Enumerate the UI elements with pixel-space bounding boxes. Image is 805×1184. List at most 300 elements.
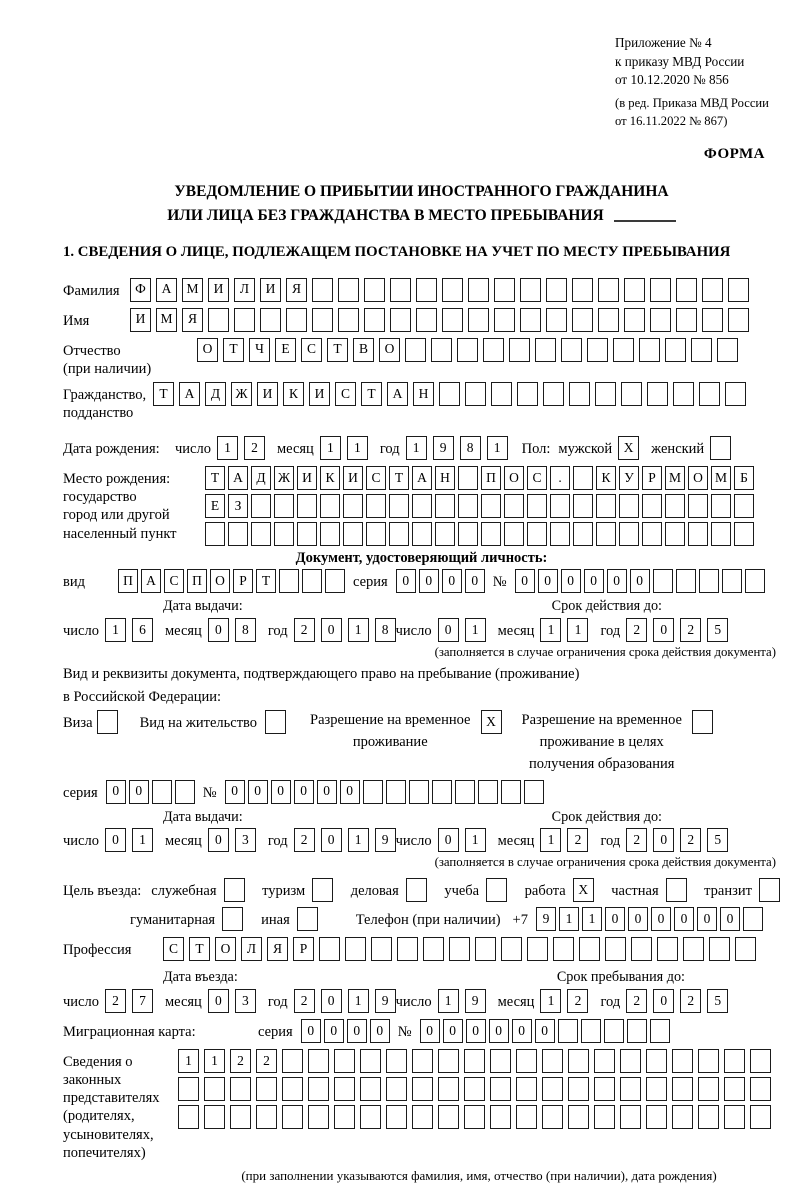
char-cell[interactable]: О xyxy=(197,338,218,362)
char-cell[interactable] xyxy=(286,308,307,332)
char-cell[interactable] xyxy=(363,780,383,804)
char-cell[interactable]: И xyxy=(260,278,281,302)
char-cell[interactable] xyxy=(412,1077,433,1101)
char-cell[interactable]: 0 xyxy=(248,780,268,804)
char-cell[interactable]: Т xyxy=(327,338,348,362)
char-cell[interactable] xyxy=(624,278,645,302)
char-cell[interactable]: Р xyxy=(642,466,662,490)
char-cell[interactable] xyxy=(673,382,694,406)
purpose-checkbox[interactable] xyxy=(222,907,243,931)
char-cell[interactable] xyxy=(558,1019,578,1043)
char-cell[interactable] xyxy=(702,308,723,332)
char-cell[interactable] xyxy=(308,1105,329,1129)
char-cell[interactable] xyxy=(527,522,547,546)
visa-checkbox[interactable] xyxy=(97,710,118,734)
char-cell[interactable]: 8 xyxy=(375,618,396,642)
char-cell[interactable] xyxy=(542,1105,563,1129)
char-cell[interactable] xyxy=(542,1077,563,1101)
char-cell[interactable] xyxy=(468,308,489,332)
char-cell[interactable] xyxy=(665,522,685,546)
char-cell[interactable]: 1 xyxy=(320,436,341,460)
char-cell[interactable]: 5 xyxy=(707,828,728,852)
char-cell[interactable] xyxy=(432,780,452,804)
char-cell[interactable]: 1 xyxy=(217,436,238,460)
char-cell[interactable]: 0 xyxy=(396,569,416,593)
char-cell[interactable] xyxy=(717,338,738,362)
char-cell[interactable] xyxy=(594,1077,615,1101)
char-cell[interactable] xyxy=(724,1077,745,1101)
char-cell[interactable] xyxy=(672,1105,693,1129)
char-cell[interactable] xyxy=(619,494,639,518)
char-cell[interactable]: 9 xyxy=(465,989,486,1013)
char-cell[interactable]: Е xyxy=(205,494,225,518)
char-cell[interactable] xyxy=(688,494,708,518)
char-cell[interactable]: 2 xyxy=(294,618,315,642)
char-cell[interactable] xyxy=(605,937,626,961)
char-cell[interactable]: 2 xyxy=(680,989,701,1013)
sex-female-checkbox[interactable] xyxy=(710,436,731,460)
char-cell[interactable] xyxy=(520,278,541,302)
char-cell[interactable] xyxy=(204,1105,225,1129)
char-cell[interactable] xyxy=(279,569,299,593)
char-cell[interactable]: 0 xyxy=(535,1019,555,1043)
char-cell[interactable] xyxy=(345,937,366,961)
char-cell[interactable]: 1 xyxy=(540,989,561,1013)
char-cell[interactable]: 9 xyxy=(536,907,556,931)
char-cell[interactable] xyxy=(595,382,616,406)
char-cell[interactable]: . xyxy=(550,466,570,490)
purpose-checkbox[interactable] xyxy=(759,878,780,902)
char-cell[interactable]: М xyxy=(182,278,203,302)
char-cell[interactable]: 2 xyxy=(626,828,647,852)
char-cell[interactable] xyxy=(490,1049,511,1073)
char-cell[interactable] xyxy=(490,1077,511,1101)
char-cell[interactable]: 1 xyxy=(348,618,369,642)
char-cell[interactable]: 0 xyxy=(674,907,694,931)
char-cell[interactable]: 0 xyxy=(443,1019,463,1043)
char-cell[interactable] xyxy=(234,308,255,332)
char-cell[interactable]: 0 xyxy=(317,780,337,804)
char-cell[interactable] xyxy=(360,1077,381,1101)
char-cell[interactable] xyxy=(442,278,463,302)
char-cell[interactable] xyxy=(653,569,673,593)
char-cell[interactable]: 2 xyxy=(294,828,315,852)
char-cell[interactable] xyxy=(251,494,271,518)
char-cell[interactable]: 1 xyxy=(540,828,561,852)
char-cell[interactable]: 0 xyxy=(420,1019,440,1043)
char-cell[interactable] xyxy=(390,308,411,332)
char-cell[interactable] xyxy=(711,494,731,518)
char-cell[interactable]: 0 xyxy=(208,618,229,642)
char-cell[interactable]: Ф xyxy=(130,278,151,302)
char-cell[interactable]: М xyxy=(665,466,685,490)
char-cell[interactable] xyxy=(650,1019,670,1043)
char-cell[interactable]: 1 xyxy=(465,828,486,852)
char-cell[interactable]: Я xyxy=(286,278,307,302)
char-cell[interactable]: 0 xyxy=(294,780,314,804)
char-cell[interactable] xyxy=(297,494,317,518)
residence-permit-checkbox[interactable] xyxy=(265,710,286,734)
char-cell[interactable] xyxy=(205,522,225,546)
char-cell[interactable] xyxy=(312,278,333,302)
char-cell[interactable]: Л xyxy=(241,937,262,961)
char-cell[interactable] xyxy=(535,338,556,362)
char-cell[interactable] xyxy=(750,1049,771,1073)
char-cell[interactable] xyxy=(639,338,660,362)
char-cell[interactable]: 0 xyxy=(321,618,342,642)
char-cell[interactable]: 1 xyxy=(567,618,588,642)
char-cell[interactable] xyxy=(364,308,385,332)
char-cell[interactable]: А xyxy=(228,466,248,490)
char-cell[interactable] xyxy=(230,1077,251,1101)
char-cell[interactable] xyxy=(178,1077,199,1101)
char-cell[interactable] xyxy=(750,1077,771,1101)
char-cell[interactable]: 0 xyxy=(607,569,627,593)
char-cell[interactable] xyxy=(568,1105,589,1129)
char-cell[interactable] xyxy=(334,1105,355,1129)
char-cell[interactable]: П xyxy=(187,569,207,593)
char-cell[interactable]: 0 xyxy=(347,1019,367,1043)
char-cell[interactable]: 3 xyxy=(235,989,256,1013)
char-cell[interactable] xyxy=(302,569,322,593)
char-cell[interactable] xyxy=(274,494,294,518)
char-cell[interactable]: 0 xyxy=(225,780,245,804)
char-cell[interactable] xyxy=(613,338,634,362)
char-cell[interactable]: Ж xyxy=(231,382,252,406)
char-cell[interactable] xyxy=(386,780,406,804)
char-cell[interactable] xyxy=(389,522,409,546)
char-cell[interactable]: Т xyxy=(389,466,409,490)
char-cell[interactable]: 2 xyxy=(244,436,265,460)
char-cell[interactable] xyxy=(728,278,749,302)
char-cell[interactable]: М xyxy=(156,308,177,332)
char-cell[interactable] xyxy=(230,1105,251,1129)
char-cell[interactable]: 0 xyxy=(370,1019,390,1043)
char-cell[interactable] xyxy=(501,780,521,804)
char-cell[interactable] xyxy=(334,1077,355,1101)
char-cell[interactable]: 1 xyxy=(438,989,459,1013)
char-cell[interactable] xyxy=(431,338,452,362)
char-cell[interactable] xyxy=(711,522,731,546)
char-cell[interactable]: 5 xyxy=(707,618,728,642)
char-cell[interactable]: Т xyxy=(361,382,382,406)
char-cell[interactable] xyxy=(483,338,504,362)
char-cell[interactable] xyxy=(596,522,616,546)
char-cell[interactable] xyxy=(338,308,359,332)
char-cell[interactable] xyxy=(152,780,172,804)
char-cell[interactable] xyxy=(389,494,409,518)
char-cell[interactable] xyxy=(702,278,723,302)
char-cell[interactable] xyxy=(587,338,608,362)
char-cell[interactable] xyxy=(543,382,564,406)
char-cell[interactable] xyxy=(598,278,619,302)
char-cell[interactable]: 1 xyxy=(132,828,153,852)
char-cell[interactable] xyxy=(475,937,496,961)
char-cell[interactable] xyxy=(308,1077,329,1101)
char-cell[interactable] xyxy=(561,338,582,362)
char-cell[interactable]: 9 xyxy=(433,436,454,460)
char-cell[interactable] xyxy=(572,278,593,302)
char-cell[interactable] xyxy=(386,1077,407,1101)
char-cell[interactable] xyxy=(594,1105,615,1129)
char-cell[interactable]: 1 xyxy=(582,907,602,931)
char-cell[interactable] xyxy=(542,1049,563,1073)
char-cell[interactable]: Я xyxy=(182,308,203,332)
char-cell[interactable]: 0 xyxy=(419,569,439,593)
char-cell[interactable]: 1 xyxy=(204,1049,225,1073)
char-cell[interactable]: 0 xyxy=(324,1019,344,1043)
char-cell[interactable] xyxy=(619,522,639,546)
char-cell[interactable] xyxy=(688,522,708,546)
char-cell[interactable]: Т xyxy=(256,569,276,593)
char-cell[interactable]: 2 xyxy=(230,1049,251,1073)
purpose-checkbox[interactable] xyxy=(297,907,318,931)
char-cell[interactable]: 0 xyxy=(653,828,674,852)
char-cell[interactable] xyxy=(455,780,475,804)
char-cell[interactable] xyxy=(646,1049,667,1073)
char-cell[interactable]: Д xyxy=(251,466,271,490)
char-cell[interactable]: 0 xyxy=(105,828,126,852)
char-cell[interactable] xyxy=(516,1049,537,1073)
char-cell[interactable]: 2 xyxy=(626,989,647,1013)
char-cell[interactable] xyxy=(438,1049,459,1073)
char-cell[interactable] xyxy=(458,494,478,518)
char-cell[interactable] xyxy=(620,1049,641,1073)
char-cell[interactable] xyxy=(412,1049,433,1073)
char-cell[interactable] xyxy=(683,937,704,961)
char-cell[interactable] xyxy=(251,522,271,546)
char-cell[interactable] xyxy=(620,1077,641,1101)
char-cell[interactable]: О xyxy=(688,466,708,490)
temp-residence-checkbox[interactable]: X xyxy=(481,710,502,734)
char-cell[interactable]: С xyxy=(163,937,184,961)
char-cell[interactable]: 1 xyxy=(406,436,427,460)
char-cell[interactable] xyxy=(568,1049,589,1073)
char-cell[interactable] xyxy=(728,308,749,332)
char-cell[interactable]: У xyxy=(619,466,639,490)
char-cell[interactable]: И xyxy=(309,382,330,406)
char-cell[interactable] xyxy=(581,1019,601,1043)
char-cell[interactable] xyxy=(465,382,486,406)
purpose-checkbox[interactable] xyxy=(406,878,427,902)
char-cell[interactable] xyxy=(360,1105,381,1129)
char-cell[interactable] xyxy=(386,1105,407,1129)
char-cell[interactable] xyxy=(698,1049,719,1073)
char-cell[interactable] xyxy=(412,1105,433,1129)
char-cell[interactable] xyxy=(665,494,685,518)
char-cell[interactable] xyxy=(494,308,515,332)
char-cell[interactable] xyxy=(546,308,567,332)
char-cell[interactable] xyxy=(691,338,712,362)
char-cell[interactable] xyxy=(646,1077,667,1101)
char-cell[interactable]: Н xyxy=(435,466,455,490)
char-cell[interactable] xyxy=(320,494,340,518)
char-cell[interactable]: Т xyxy=(205,466,225,490)
char-cell[interactable] xyxy=(343,494,363,518)
char-cell[interactable]: Р xyxy=(293,937,314,961)
char-cell[interactable] xyxy=(698,1105,719,1129)
char-cell[interactable] xyxy=(672,1077,693,1101)
char-cell[interactable]: 2 xyxy=(567,989,588,1013)
char-cell[interactable] xyxy=(527,494,547,518)
char-cell[interactable]: 0 xyxy=(584,569,604,593)
char-cell[interactable]: 1 xyxy=(487,436,508,460)
char-cell[interactable]: 0 xyxy=(466,1019,486,1043)
char-cell[interactable] xyxy=(735,937,756,961)
char-cell[interactable] xyxy=(734,494,754,518)
char-cell[interactable]: 0 xyxy=(442,569,462,593)
char-cell[interactable] xyxy=(516,1077,537,1101)
char-cell[interactable] xyxy=(734,522,754,546)
char-cell[interactable] xyxy=(596,494,616,518)
char-cell[interactable] xyxy=(360,1049,381,1073)
char-cell[interactable]: С xyxy=(527,466,547,490)
char-cell[interactable] xyxy=(464,1049,485,1073)
char-cell[interactable] xyxy=(650,308,671,332)
char-cell[interactable] xyxy=(743,907,763,931)
char-cell[interactable] xyxy=(297,522,317,546)
char-cell[interactable]: З xyxy=(228,494,248,518)
char-cell[interactable]: 0 xyxy=(208,828,229,852)
char-cell[interactable] xyxy=(550,522,570,546)
char-cell[interactable]: Н xyxy=(413,382,434,406)
char-cell[interactable] xyxy=(699,569,719,593)
char-cell[interactable] xyxy=(464,1077,485,1101)
char-cell[interactable]: 9 xyxy=(375,828,396,852)
char-cell[interactable] xyxy=(517,382,538,406)
char-cell[interactable]: И xyxy=(297,466,317,490)
char-cell[interactable]: 0 xyxy=(271,780,291,804)
char-cell[interactable]: А xyxy=(387,382,408,406)
char-cell[interactable]: Я xyxy=(267,937,288,961)
char-cell[interactable] xyxy=(308,1049,329,1073)
char-cell[interactable]: 0 xyxy=(106,780,126,804)
char-cell[interactable] xyxy=(699,382,720,406)
char-cell[interactable] xyxy=(228,522,248,546)
char-cell[interactable]: 2 xyxy=(294,989,315,1013)
char-cell[interactable] xyxy=(642,494,662,518)
char-cell[interactable]: О xyxy=(215,937,236,961)
char-cell[interactable]: В xyxy=(353,338,374,362)
char-cell[interactable]: П xyxy=(481,466,501,490)
char-cell[interactable] xyxy=(504,494,524,518)
char-cell[interactable]: 2 xyxy=(626,618,647,642)
char-cell[interactable] xyxy=(553,937,574,961)
char-cell[interactable] xyxy=(490,1105,511,1129)
char-cell[interactable] xyxy=(646,1105,667,1129)
char-cell[interactable]: 0 xyxy=(630,569,650,593)
char-cell[interactable]: А xyxy=(156,278,177,302)
char-cell[interactable] xyxy=(573,522,593,546)
char-cell[interactable] xyxy=(282,1105,303,1129)
char-cell[interactable]: 0 xyxy=(438,618,459,642)
char-cell[interactable] xyxy=(256,1077,277,1101)
purpose-checkbox[interactable]: X xyxy=(573,878,594,902)
char-cell[interactable] xyxy=(366,494,386,518)
char-cell[interactable] xyxy=(416,278,437,302)
char-cell[interactable]: 0 xyxy=(628,907,648,931)
char-cell[interactable]: 1 xyxy=(347,436,368,460)
char-cell[interactable] xyxy=(256,1105,277,1129)
char-cell[interactable]: Д xyxy=(205,382,226,406)
char-cell[interactable] xyxy=(569,382,590,406)
char-cell[interactable]: С xyxy=(335,382,356,406)
char-cell[interactable] xyxy=(631,937,652,961)
char-cell[interactable] xyxy=(175,780,195,804)
char-cell[interactable] xyxy=(579,937,600,961)
char-cell[interactable]: 0 xyxy=(512,1019,532,1043)
char-cell[interactable] xyxy=(412,494,432,518)
char-cell[interactable] xyxy=(546,278,567,302)
char-cell[interactable]: 2 xyxy=(256,1049,277,1073)
char-cell[interactable] xyxy=(509,338,530,362)
char-cell[interactable] xyxy=(439,382,460,406)
char-cell[interactable]: 8 xyxy=(235,618,256,642)
temp-residence-education-checkbox[interactable] xyxy=(692,710,713,734)
char-cell[interactable] xyxy=(334,1049,355,1073)
char-cell[interactable] xyxy=(725,382,746,406)
char-cell[interactable] xyxy=(282,1049,303,1073)
char-cell[interactable] xyxy=(282,1077,303,1101)
char-cell[interactable] xyxy=(750,1105,771,1129)
char-cell[interactable]: М xyxy=(711,466,731,490)
char-cell[interactable]: 0 xyxy=(489,1019,509,1043)
char-cell[interactable] xyxy=(621,382,642,406)
char-cell[interactable]: Р xyxy=(233,569,253,593)
char-cell[interactable]: О xyxy=(210,569,230,593)
char-cell[interactable]: 0 xyxy=(653,618,674,642)
purpose-checkbox[interactable] xyxy=(486,878,507,902)
char-cell[interactable] xyxy=(464,1105,485,1129)
char-cell[interactable] xyxy=(320,522,340,546)
sex-male-checkbox[interactable]: X xyxy=(618,436,639,460)
char-cell[interactable] xyxy=(709,937,730,961)
char-cell[interactable] xyxy=(442,308,463,332)
char-cell[interactable] xyxy=(676,569,696,593)
char-cell[interactable] xyxy=(676,308,697,332)
char-cell[interactable] xyxy=(343,522,363,546)
char-cell[interactable] xyxy=(366,522,386,546)
char-cell[interactable] xyxy=(438,1105,459,1129)
char-cell[interactable]: П xyxy=(118,569,138,593)
char-cell[interactable] xyxy=(457,338,478,362)
char-cell[interactable]: К xyxy=(596,466,616,490)
char-cell[interactable] xyxy=(504,522,524,546)
char-cell[interactable]: С xyxy=(366,466,386,490)
char-cell[interactable]: Б xyxy=(734,466,754,490)
purpose-checkbox[interactable] xyxy=(666,878,687,902)
char-cell[interactable]: И xyxy=(257,382,278,406)
char-cell[interactable]: 0 xyxy=(605,907,625,931)
char-cell[interactable]: 0 xyxy=(438,828,459,852)
char-cell[interactable] xyxy=(478,780,498,804)
char-cell[interactable] xyxy=(724,1105,745,1129)
purpose-checkbox[interactable] xyxy=(312,878,333,902)
char-cell[interactable]: 0 xyxy=(208,989,229,1013)
char-cell[interactable] xyxy=(438,1077,459,1101)
char-cell[interactable] xyxy=(524,780,544,804)
char-cell[interactable] xyxy=(650,278,671,302)
char-cell[interactable]: 0 xyxy=(321,989,342,1013)
char-cell[interactable]: К xyxy=(320,466,340,490)
char-cell[interactable] xyxy=(386,1049,407,1073)
char-cell[interactable]: 1 xyxy=(348,828,369,852)
char-cell[interactable]: 1 xyxy=(178,1049,199,1073)
char-cell[interactable] xyxy=(405,338,426,362)
char-cell[interactable] xyxy=(598,308,619,332)
char-cell[interactable]: А xyxy=(179,382,200,406)
char-cell[interactable] xyxy=(573,466,593,490)
